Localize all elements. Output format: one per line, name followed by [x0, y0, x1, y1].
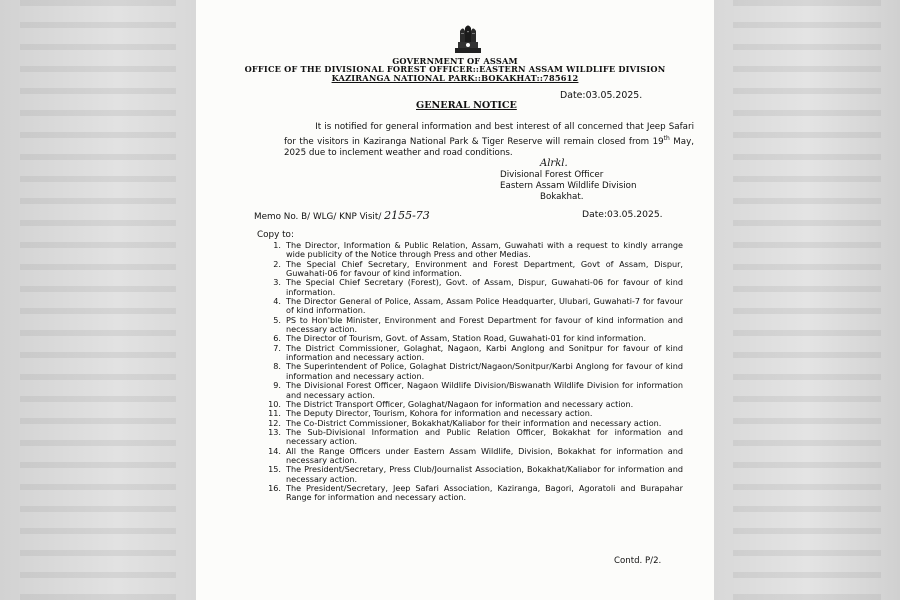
- list-item: 10. The District Transport Officer, Golaghat/Nagaon for information and necessary action.: [268, 398, 634, 409]
- list-item: 14. All the Range Officers under Eastern Assam Wildlife, Division, Bokakhat for information and necessary action.: [268, 445, 683, 465]
- list-item: 1. The Director, Information & Public Relation, Assam, Guwahati with a request to kindly arrange wide publicity of the Notice through Press and other Medias.: [273, 240, 683, 260]
- memo-number-handwritten: 2155-73: [384, 209, 430, 222]
- copy-to-label: Copy to:: [257, 230, 294, 240]
- list-item: 13. The Sub-Divisional Information and Public Relation Officer, Bokakhat for information and necessary action.: [268, 426, 683, 447]
- header-government: GOVERNMENT OF ASSAM: [392, 56, 518, 66]
- signature-block: [500, 160, 636, 203]
- memo-date: Date:03.05.2025.: [582, 209, 663, 220]
- signatory-title: Divisional Forest Officer: [500, 170, 604, 180]
- continued-note: Contd. P/2.: [614, 556, 662, 566]
- list-item: 8. The Superintendent of Police, Golaghat District/Nagaon/Sonitpur/Karbi Anglong for favour of kind information and necessary action.: [273, 361, 683, 381]
- memo-label: Memo No. B/ WLG/ KNP Visit/: [254, 212, 382, 222]
- notice-body-text-end: May, 2025 due to inclement weather and road conditions.: [284, 137, 695, 159]
- notice-body: [284, 122, 694, 160]
- list-item: 11. The Deputy Director, Tourism, Kohora for information and necessary action.: [268, 408, 593, 419]
- list-item: 2. The Special Chief Secretary, Environment and Forest Department, Govt of Assam, Dispur, Guwahati-06 for favour of kind information.: [273, 258, 683, 279]
- blurred-background-left: [0, 0, 196, 600]
- notice-body-text: It is notified for general information and best interest of all concerned that Jeep Safari for the visitors in Kaziranga National Park & Tiger Reserve will remain closed from 19: [284, 122, 694, 148]
- signatory-place: Bokakhat.: [540, 192, 584, 202]
- state-emblem-icon: [451, 22, 485, 56]
- list-item: 3. The Special Chief Secretary (Forest), Govt. of Assam, Dispur, Guwahati-06 for favour of kind information.: [273, 277, 683, 297]
- list-item: 7. The District Commissioner, Golaghat, Nagaon, Karbi Anglong and Sonitpur for favour of kind information and necessary action.: [273, 342, 683, 363]
- notice-title: GENERAL NOTICE: [416, 100, 517, 111]
- memo-line: [254, 209, 430, 222]
- header-office: OFFICE OF THE DIVISIONAL FOREST OFFICER::EASTERN ASSAM WILDLIFE DIVISION: [244, 64, 666, 74]
- list-item: 16. The President/Secretary, Jeep Safari Association, Kaziranga, Bagori, Agoratoli and Burapahar Range for information and necessary action.: [268, 482, 683, 503]
- list-item: 15. The President/Secretary, Press Club/Journalist Association, Bokakhat/Kaliabor for information and necessary action.: [268, 464, 683, 484]
- notice-document: [196, 0, 714, 600]
- header-location: KAZIRANGA NATIONAL PARK::BOKAKHAT::785612: [331, 73, 579, 83]
- list-item: 9. The Divisional Forest Officer, Nagaon Wildlife Division/Biswanath Wildlife Division for information and necessary action.: [273, 380, 683, 400]
- list-item: 6. The Director of Tourism, Govt. of Assam, Station Road, Guwahati-01 for kind information.: [273, 333, 647, 344]
- notice-body-superscript: th: [663, 135, 670, 143]
- signatory-division: Eastern Assam Wildlife Division: [500, 181, 637, 191]
- list-item: 12. The Co-District Commissioner, Bokakhat/Kaliabor for their information and necessary action.: [268, 417, 662, 428]
- signature-initial: Alrkl.: [540, 158, 568, 169]
- copy-to-list: [263, 241, 683, 503]
- list-item: 5. PS to Hon'ble Minister, Environment and Forest Department for favour of kind information and necessary action.: [273, 314, 683, 335]
- notice-date: Date:03.05.2025.: [560, 90, 643, 101]
- blurred-background-right: [714, 0, 900, 600]
- list-item: 4. The Director General of Police, Assam, Assam Police Headquarter, Ulubari, Guwahati-7 for favour of kind information.: [273, 296, 683, 316]
